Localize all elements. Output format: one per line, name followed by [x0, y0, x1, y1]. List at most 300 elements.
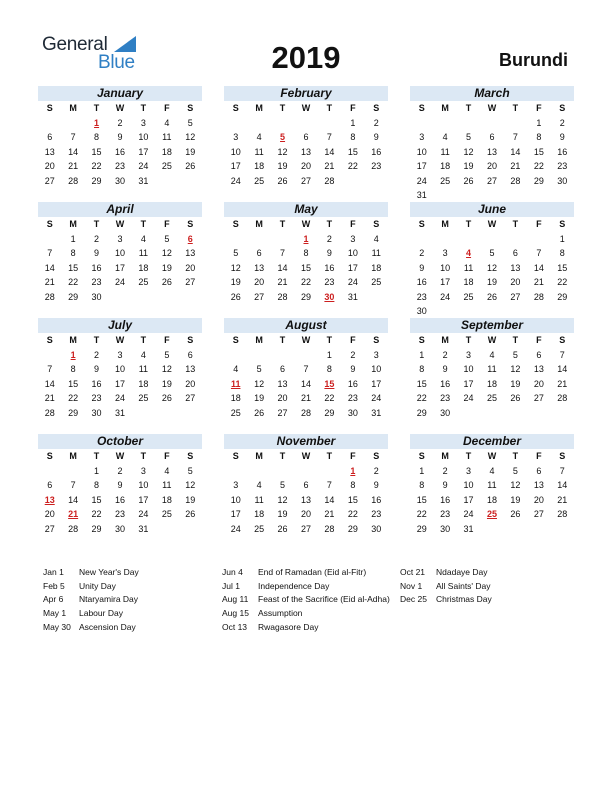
day-cell: 26: [510, 393, 521, 403]
holiday-date: Oct 13: [222, 621, 248, 632]
month-december: [410, 434, 574, 536]
day-cell: 20: [300, 509, 311, 519]
day-cell: 16: [416, 277, 427, 287]
month-title: August: [224, 318, 388, 333]
day-cell: 27: [486, 175, 497, 186]
day-cell: 27: [44, 523, 55, 534]
day-cell: 3: [140, 465, 146, 476]
empty-day-cell: [318, 116, 341, 131]
day-cell: 29: [416, 523, 427, 534]
weekday-label: M: [255, 219, 263, 229]
holiday-date: Aug 15: [222, 608, 249, 619]
empty-day-cell: [38, 464, 61, 479]
day-cell: 12: [161, 364, 172, 374]
day-cell: 25: [230, 407, 241, 418]
day-cell: 13: [300, 146, 311, 157]
day-cell: 13: [486, 146, 497, 157]
weekday-label: W: [487, 335, 497, 345]
day-cell: 4: [140, 233, 146, 244]
day-grid: [38, 333, 202, 420]
weekday-label: W: [115, 335, 125, 345]
weekday-label: T: [512, 335, 519, 345]
day-cell: 27: [300, 523, 311, 534]
holiday-date: May 1: [43, 608, 67, 619]
day-cell: 24: [230, 175, 241, 186]
day-cell: 31: [416, 190, 427, 200]
weekday-label: T: [140, 219, 147, 229]
weekday-label: F: [536, 219, 542, 229]
weekday-label: T: [465, 335, 472, 345]
day-cell: 18: [161, 494, 172, 505]
day-cell: 28: [68, 175, 79, 186]
day-cell: 20: [277, 393, 288, 403]
empty-day-cell: [224, 232, 247, 247]
weekday-label: M: [441, 451, 449, 461]
day-cell: 22: [347, 161, 358, 171]
day-cell: 2: [117, 117, 123, 128]
day-cell: 17: [138, 494, 149, 505]
day-cell: 4: [164, 117, 170, 128]
weekday-label: F: [536, 103, 542, 113]
day-cell: 31: [371, 407, 382, 418]
day-cell: 27: [510, 291, 521, 302]
weekday-label: T: [279, 219, 286, 229]
month-september: [410, 318, 574, 420]
day-cell: 26: [185, 509, 196, 519]
day-cell: 26: [277, 175, 288, 186]
day-cell: 16: [557, 146, 568, 157]
day-cell: 1: [419, 465, 425, 476]
day-cell: 22: [91, 161, 102, 171]
holiday-entry: [400, 580, 492, 594]
day-cell: 22: [68, 393, 79, 403]
day-cell: 10: [138, 132, 149, 142]
day-cell: 5: [256, 364, 262, 374]
weekday-label: W: [487, 103, 497, 113]
weekday-label: M: [69, 335, 77, 345]
empty-day-cell: [271, 232, 294, 247]
empty-day-cell: [457, 232, 480, 247]
day-cell: 22: [416, 509, 427, 519]
weekday-label: T: [93, 103, 100, 113]
day-cell: 17: [463, 378, 474, 389]
day-cell: 13: [44, 146, 55, 157]
day-cell: 10: [463, 480, 474, 490]
weekday-label: T: [512, 219, 519, 229]
day-cell: 10: [371, 364, 382, 374]
weekday-label: T: [326, 219, 333, 229]
day-cell: 15: [347, 146, 358, 157]
day-cell: 21: [44, 393, 55, 403]
holiday-column: [222, 566, 390, 634]
weekday-label: S: [418, 219, 425, 229]
weekday-label: S: [187, 335, 194, 345]
day-cell: 26: [161, 393, 172, 403]
day-cell: 9: [350, 364, 356, 374]
day-cell: 10: [347, 248, 358, 258]
day-cell: 22: [91, 509, 102, 519]
day-cell: 12: [277, 146, 288, 157]
day-cell: 16: [91, 378, 102, 389]
day-cell: 19: [161, 378, 172, 389]
weekday-label: W: [115, 451, 125, 461]
day-cell: 17: [463, 494, 474, 505]
day-cell: 3: [373, 349, 379, 360]
day-cell: 12: [510, 480, 521, 490]
day-cell: 30: [114, 523, 125, 534]
weekday-label: T: [140, 103, 147, 113]
day-cell: 27: [185, 393, 196, 403]
holiday-date: Dec 25: [400, 594, 427, 605]
day-cell: 6: [47, 480, 53, 490]
day-cell: 30: [114, 175, 125, 186]
holiday-entry: [222, 566, 390, 580]
holiday-entry: [222, 580, 390, 594]
day-cell: 20: [254, 277, 265, 287]
day-cell: 2: [117, 465, 123, 476]
month-title: December: [410, 434, 574, 449]
day-cell: 18: [161, 146, 172, 157]
day-cell: 27: [300, 175, 311, 186]
day-cell: 4: [489, 349, 495, 360]
day-grid: [224, 217, 388, 304]
weekday-label: T: [512, 451, 519, 461]
weekday-label: F: [350, 103, 356, 113]
weekday-label: T: [140, 451, 147, 461]
day-cell: 18: [463, 277, 474, 287]
day-cell: 1: [559, 233, 565, 244]
day-cell: 16: [114, 494, 125, 505]
day-cell: 28: [557, 509, 568, 519]
day-cell: 15: [68, 262, 79, 273]
day-cell: 1: [419, 349, 425, 360]
day-cell: 7: [280, 248, 286, 258]
day-grid: [38, 217, 202, 304]
day-cell: 6: [489, 132, 495, 142]
empty-day-cell: [38, 232, 61, 247]
weekday-label: M: [255, 335, 263, 345]
day-cell: 25: [161, 161, 172, 171]
day-cell: 17: [230, 161, 241, 171]
day-cell: 11: [254, 494, 264, 505]
day-cell: 3: [466, 465, 472, 476]
day-cell: 24: [114, 393, 125, 403]
weekday-label: T: [512, 103, 519, 113]
day-cell: 17: [114, 378, 125, 389]
day-cell: 23: [440, 509, 451, 519]
holiday-name: Ntaryamira Day: [79, 594, 139, 605]
day-cell: 26: [463, 175, 474, 186]
day-cell: 20: [533, 378, 544, 389]
holiday-name: Christmas Day: [436, 594, 492, 605]
day-cell: 5: [187, 117, 193, 128]
empty-day-cell: [504, 116, 527, 131]
day-cell: 19: [510, 378, 521, 389]
holiday-name: Independence Day: [258, 580, 330, 591]
day-cell: 8: [419, 480, 425, 490]
day-cell: 9: [419, 262, 425, 273]
day-cell: 6: [303, 480, 309, 490]
day-cell: 15: [68, 378, 79, 389]
weekday-label: T: [465, 451, 472, 461]
weekday-label: T: [93, 219, 100, 229]
day-cell: 31: [347, 291, 358, 302]
holiday-date: May 30: [43, 621, 71, 632]
day-cell: 8: [326, 364, 332, 374]
holiday-entry: [43, 566, 139, 580]
day-cell: 11: [487, 480, 497, 490]
day-cell: 6: [536, 465, 542, 476]
day-cell: 21: [557, 378, 568, 389]
weekday-label: S: [46, 219, 53, 229]
day-cell: 23: [416, 291, 427, 302]
day-cell: 29: [68, 291, 79, 302]
day-cell: 21: [68, 161, 79, 171]
day-cell: 1: [326, 349, 332, 360]
day-cell: 23: [440, 393, 451, 403]
day-cell: 11: [162, 480, 172, 490]
weekday-label: W: [115, 103, 125, 113]
day-cell: 3: [350, 233, 356, 244]
day-cell: 7: [559, 465, 565, 476]
empty-day-cell: [504, 232, 527, 247]
day-cell: 3: [466, 349, 472, 360]
holiday-entry: [43, 607, 139, 621]
day-cell: 20: [185, 378, 196, 389]
day-cell: 7: [559, 349, 565, 360]
weekday-label: T: [279, 335, 286, 345]
day-cell: 11: [138, 364, 149, 374]
holiday-name: Feast of the Sacrifice (Eid al-Adha): [258, 594, 390, 605]
empty-day-cell: [247, 116, 270, 131]
empty-day-cell: [247, 348, 270, 363]
weekday-label: F: [164, 335, 170, 345]
day-cell: 13: [300, 494, 311, 505]
weekday-label: T: [326, 335, 333, 345]
weekday-label: F: [164, 451, 170, 461]
day-cell: 17: [347, 262, 358, 273]
day-cell: 11: [371, 248, 381, 258]
weekday-label: S: [232, 103, 239, 113]
month-june: [410, 202, 574, 319]
day-cell: 27: [533, 509, 544, 519]
weekday-label: T: [279, 451, 286, 461]
day-cell: 29: [416, 407, 427, 418]
day-cell: 10: [230, 494, 241, 505]
weekday-label: F: [350, 219, 356, 229]
day-cell: 30: [91, 291, 102, 302]
day-cell: 11: [162, 132, 172, 142]
holiday-day-cell: 25: [486, 509, 497, 519]
day-cell: 31: [138, 523, 149, 534]
day-cell: 25: [486, 393, 497, 403]
day-cell: 5: [280, 480, 286, 490]
day-cell: 16: [91, 262, 102, 273]
holiday-day-cell: 1: [94, 117, 100, 128]
day-cell: 18: [138, 262, 149, 273]
day-cell: 27: [185, 277, 196, 287]
day-cell: 31: [138, 175, 149, 186]
day-cell: 23: [324, 277, 335, 287]
weekday-label: W: [487, 219, 497, 229]
weekday-label: T: [326, 451, 333, 461]
day-cell: 18: [371, 262, 382, 273]
day-cell: 10: [440, 262, 451, 273]
day-cell: 6: [280, 364, 286, 374]
day-cell: 9: [94, 364, 100, 374]
month-title: July: [38, 318, 202, 333]
day-cell: 22: [68, 277, 79, 287]
day-cell: 14: [68, 494, 79, 505]
day-cell: 24: [138, 161, 149, 171]
month-title: January: [38, 86, 202, 101]
holiday-column: [43, 566, 139, 634]
day-cell: 8: [70, 364, 76, 374]
day-cell: 3: [233, 480, 239, 490]
day-cell: 14: [44, 378, 55, 389]
day-cell: 13: [254, 262, 265, 273]
holiday-day-cell: 11: [230, 378, 241, 389]
holiday-date: Nov 1: [400, 580, 423, 591]
holiday-name: End of Ramadan (Eid al-Fitr): [258, 567, 367, 577]
day-cell: 20: [44, 161, 55, 171]
day-cell: 12: [230, 262, 241, 273]
day-cell: 23: [114, 161, 125, 171]
day-cell: 5: [164, 233, 170, 244]
day-cell: 9: [94, 248, 100, 258]
day-cell: 15: [533, 146, 544, 157]
day-cell: 24: [416, 175, 427, 186]
day-cell: 22: [533, 161, 544, 171]
day-cell: 22: [416, 393, 427, 403]
day-cell: 21: [510, 161, 521, 171]
day-cell: 24: [440, 291, 451, 302]
weekday-label: F: [164, 103, 170, 113]
weekday-label: M: [441, 335, 449, 345]
day-cell: 7: [47, 248, 53, 258]
day-cell: 6: [512, 248, 518, 258]
day-cell: 5: [489, 248, 495, 258]
day-cell: 8: [94, 132, 100, 142]
day-cell: 16: [324, 262, 335, 273]
weekday-label: S: [559, 219, 566, 229]
day-cell: 25: [463, 291, 474, 302]
day-cell: 29: [91, 523, 102, 534]
day-cell: 25: [138, 393, 149, 403]
day-cell: 30: [371, 523, 382, 534]
day-cell: 5: [512, 465, 518, 476]
day-cell: 27: [533, 393, 544, 403]
day-cell: 6: [187, 349, 193, 360]
day-cell: 18: [486, 378, 497, 389]
day-cell: 1: [536, 117, 542, 128]
day-cell: 12: [277, 494, 288, 505]
weekday-label: T: [93, 451, 100, 461]
day-cell: 4: [256, 480, 262, 490]
day-cell: 29: [557, 291, 568, 302]
weekday-label: F: [164, 219, 170, 229]
holiday-day-cell: 6: [187, 233, 193, 244]
day-cell: 30: [91, 407, 102, 418]
day-cell: 19: [277, 509, 288, 519]
day-cell: 18: [254, 161, 265, 171]
day-cell: 25: [371, 277, 382, 287]
day-cell: 17: [416, 161, 427, 171]
day-cell: 27: [277, 407, 288, 418]
weekday-label: F: [536, 335, 542, 345]
day-cell: 9: [373, 132, 379, 142]
day-cell: 10: [416, 146, 427, 157]
day-cell: 14: [510, 146, 521, 157]
day-cell: 17: [440, 277, 451, 287]
day-cell: 24: [371, 393, 382, 403]
day-cell: 26: [277, 523, 288, 534]
holiday-day-cell: 30: [324, 291, 335, 302]
holiday-day-cell: 1: [70, 349, 76, 360]
day-grid: [38, 101, 202, 188]
empty-day-cell: [224, 116, 247, 131]
day-cell: 6: [256, 248, 262, 258]
day-cell: 19: [185, 146, 196, 157]
weekday-label: S: [418, 103, 425, 113]
day-cell: 17: [371, 378, 382, 389]
weekday-label: S: [46, 451, 53, 461]
holiday-entry: [400, 593, 492, 607]
weekday-label: S: [559, 103, 566, 113]
weekday-label: S: [559, 335, 566, 345]
holiday-column: [400, 566, 492, 607]
day-cell: 15: [557, 262, 568, 273]
day-cell: 2: [419, 248, 425, 258]
month-title: April: [38, 202, 202, 217]
day-cell: 8: [94, 480, 100, 490]
day-cell: 18: [254, 509, 265, 519]
holiday-name: Rwagasore Day: [258, 621, 319, 632]
day-cell: 7: [512, 132, 518, 142]
day-cell: 12: [161, 248, 172, 258]
holiday-day-cell: 4: [466, 248, 472, 258]
day-cell: 12: [510, 364, 521, 374]
day-cell: 19: [185, 494, 196, 505]
empty-day-cell: [433, 232, 456, 247]
day-cell: 15: [416, 494, 427, 505]
day-cell: 20: [44, 509, 55, 519]
day-cell: 7: [70, 132, 76, 142]
day-cell: 21: [44, 277, 55, 287]
weekday-label: S: [418, 335, 425, 345]
month-november: [224, 434, 388, 536]
day-cell: 9: [373, 480, 379, 490]
day-cell: 30: [557, 175, 568, 186]
day-cell: 14: [324, 494, 335, 505]
day-cell: 24: [347, 277, 358, 287]
day-cell: 28: [324, 175, 335, 186]
month-title: February: [224, 86, 388, 101]
month-title: June: [410, 202, 574, 217]
holiday-name: Labour Day: [79, 608, 123, 619]
day-cell: 19: [230, 277, 241, 287]
day-cell: 14: [277, 262, 288, 273]
day-cell: 7: [303, 364, 309, 374]
day-cell: 28: [557, 393, 568, 403]
day-cell: 15: [300, 262, 311, 273]
day-cell: 25: [138, 277, 149, 287]
weekday-label: S: [187, 103, 194, 113]
empty-day-cell: [480, 232, 503, 247]
empty-day-cell: [271, 464, 294, 479]
day-cell: 12: [486, 262, 497, 273]
day-cell: 12: [185, 480, 196, 490]
